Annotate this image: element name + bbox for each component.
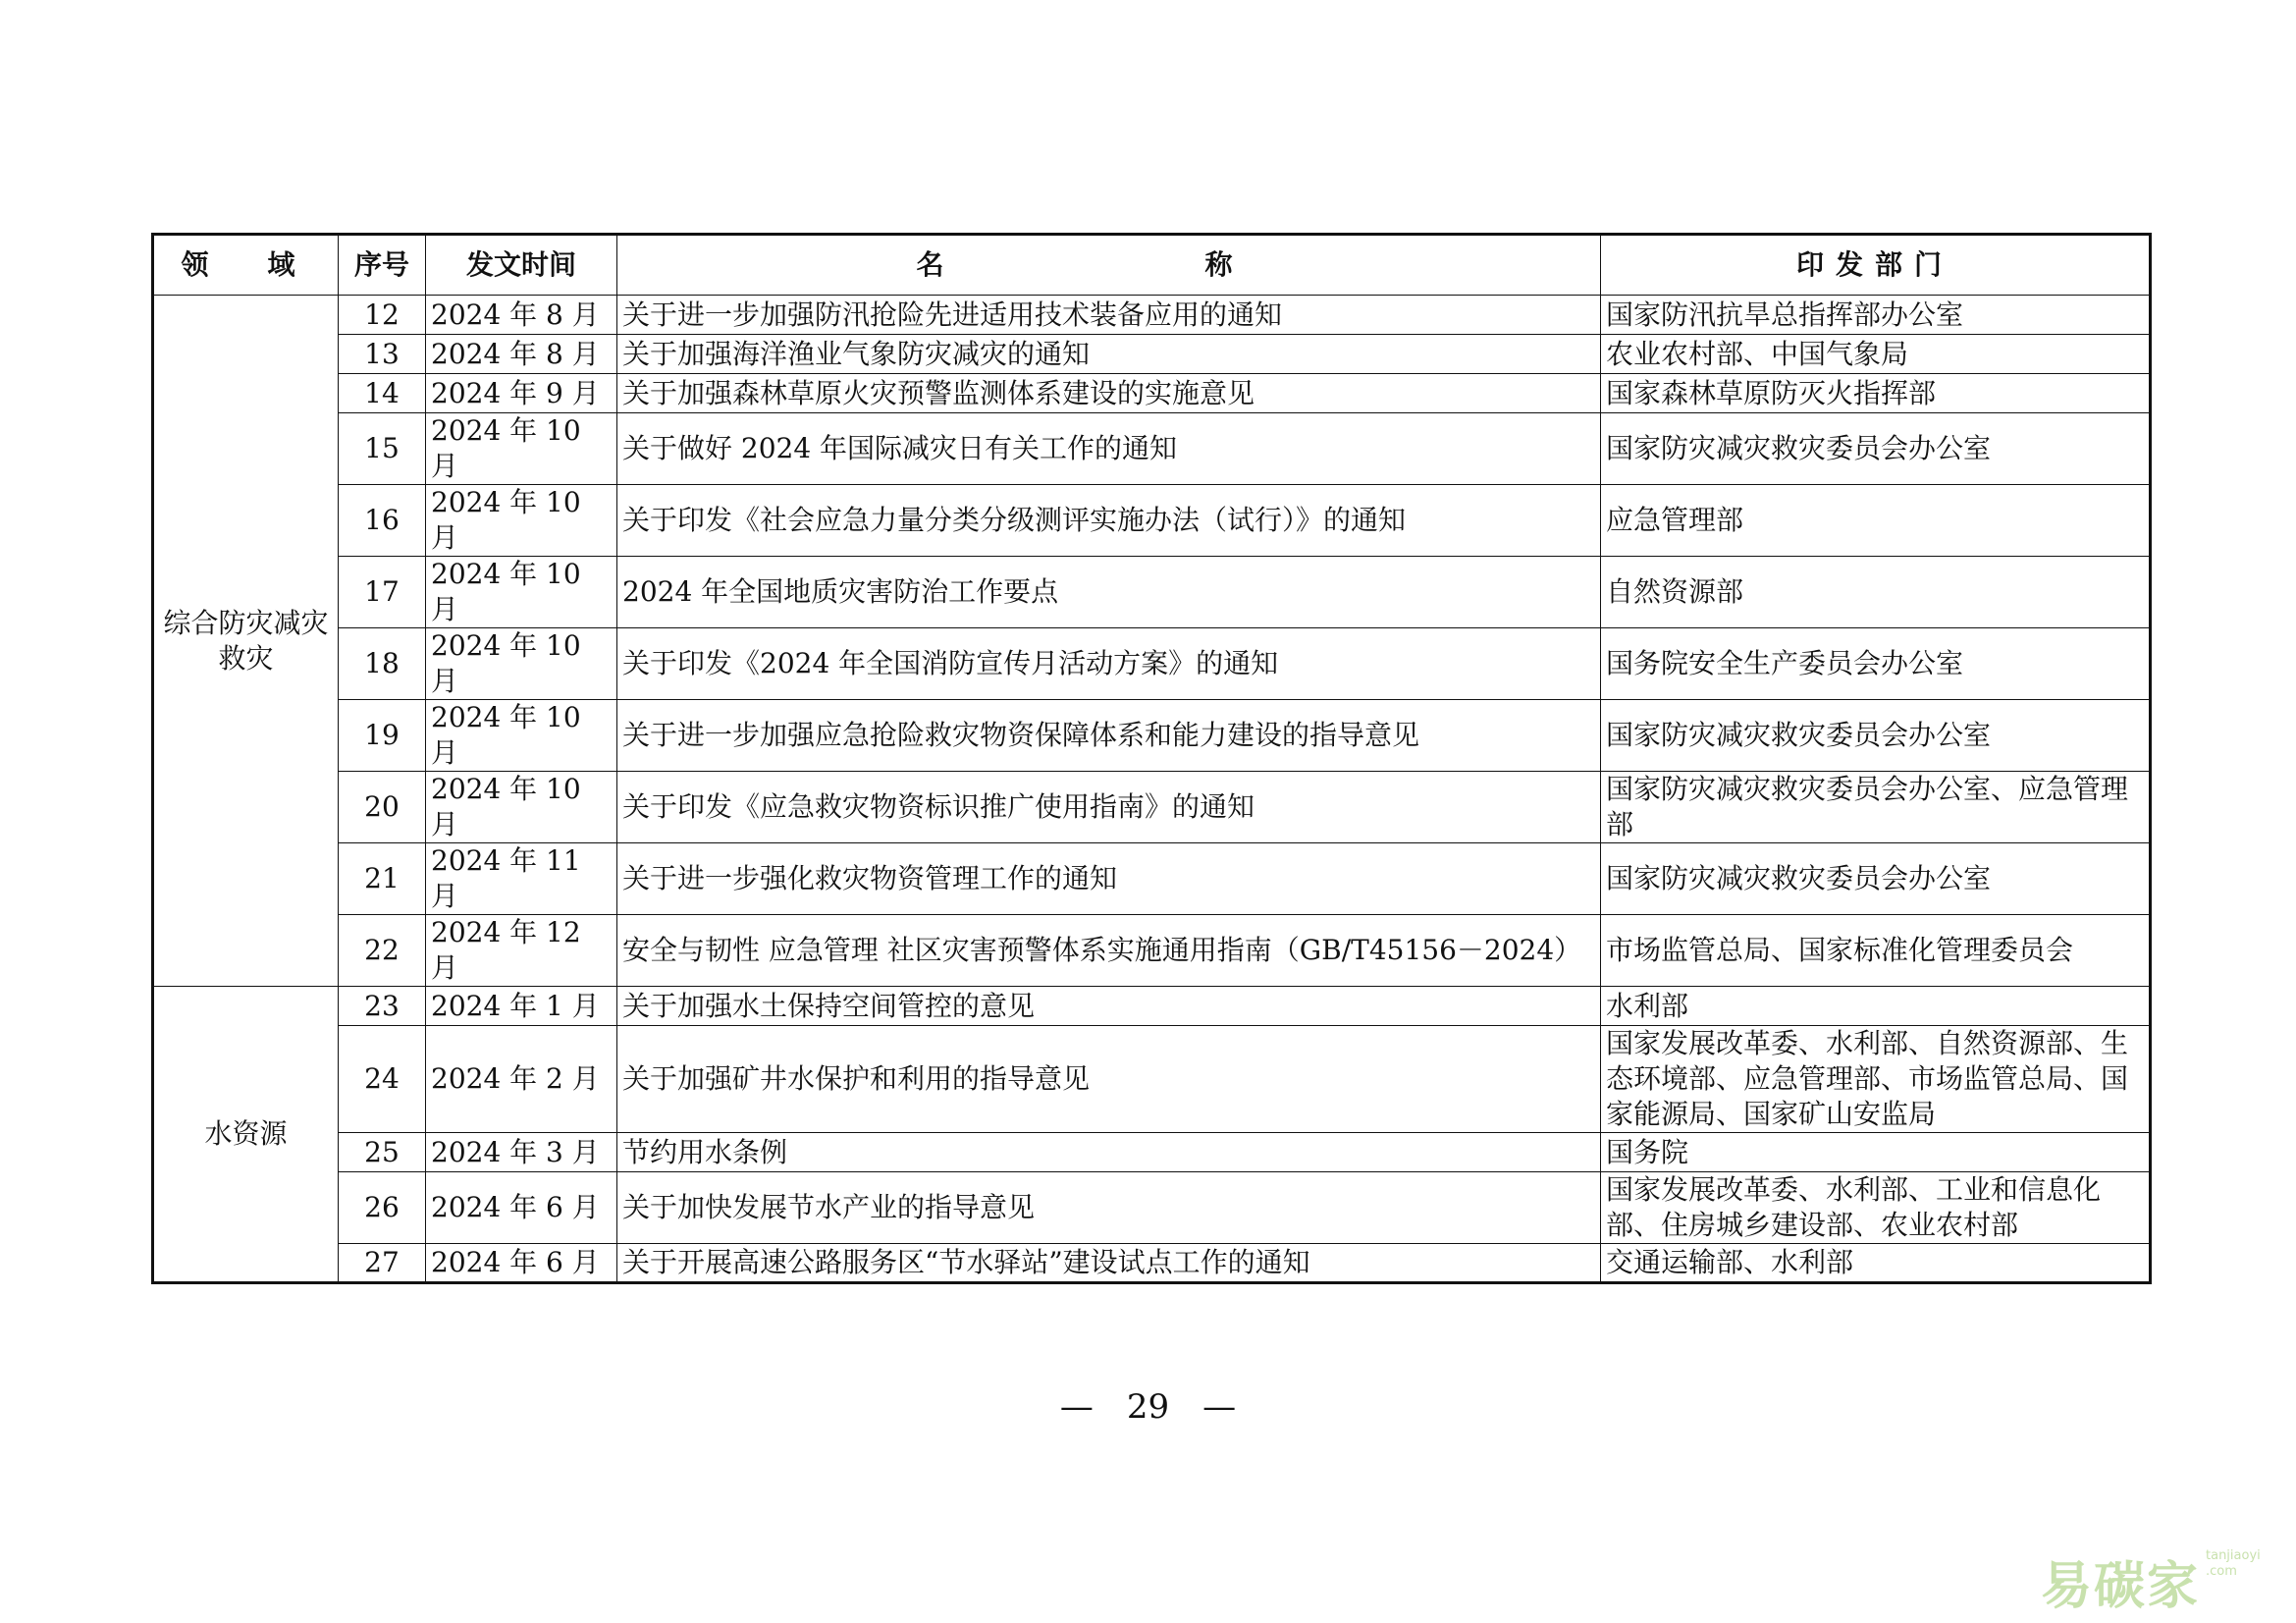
header-seq: 序号 bbox=[339, 235, 426, 296]
title-cell: 关于印发《社会应急力量分类分级测评实施办法（试行）》的通知 bbox=[617, 485, 1601, 557]
table-row bbox=[153, 374, 2151, 413]
seq-cell: 19 bbox=[339, 700, 426, 772]
dept-cell: 农业农村部、中国气象局 bbox=[1601, 335, 2151, 374]
title-cell: 关于进一步加强应急抢险救灾物资保障体系和能力建设的指导意见 bbox=[617, 700, 1601, 772]
date-cell: 2024 年 10 月 bbox=[426, 772, 617, 843]
title-cell: 关于加强水土保持空间管控的意见 bbox=[617, 987, 1601, 1026]
date-cell: 2024 年 10 月 bbox=[426, 700, 617, 772]
table-row bbox=[153, 1244, 2151, 1283]
table-row bbox=[153, 1133, 2151, 1172]
seq-cell: 18 bbox=[339, 628, 426, 700]
header-title: 名 称 bbox=[617, 235, 1601, 296]
date-cell: 2024 年 11 月 bbox=[426, 843, 617, 915]
table-body bbox=[153, 296, 2151, 1283]
table-row bbox=[153, 987, 2151, 1026]
date-cell: 2024 年 3 月 bbox=[426, 1133, 617, 1172]
table-row bbox=[153, 413, 2151, 485]
title-cell: 关于加快发展节水产业的指导意见 bbox=[617, 1172, 1601, 1244]
watermark-url: tanjiaoyi .com bbox=[2206, 1548, 2261, 1579]
dept-cell: 水利部 bbox=[1601, 987, 2151, 1026]
seq-cell: 21 bbox=[339, 843, 426, 915]
table-row bbox=[153, 700, 2151, 772]
date-cell: 2024 年 1 月 bbox=[426, 987, 617, 1026]
table-row bbox=[153, 772, 2151, 843]
dept-cell: 自然资源部 bbox=[1601, 557, 2151, 628]
table-row bbox=[153, 335, 2151, 374]
header-domain: 领 域 bbox=[153, 235, 339, 296]
date-cell: 2024 年 10 月 bbox=[426, 485, 617, 557]
dept-cell: 应急管理部 bbox=[1601, 485, 2151, 557]
policy-table bbox=[151, 233, 2152, 1284]
header-dept: 印发部门 bbox=[1601, 235, 2151, 296]
seq-cell: 24 bbox=[339, 1026, 426, 1133]
title-cell: 关于做好 2024 年国际减灾日有关工作的通知 bbox=[617, 413, 1601, 485]
table-row bbox=[153, 1026, 2151, 1133]
date-cell: 2024 年 10 月 bbox=[426, 413, 617, 485]
seq-cell: 20 bbox=[339, 772, 426, 843]
title-cell: 关于印发《应急救灾物资标识推广使用指南》的通知 bbox=[617, 772, 1601, 843]
date-cell: 2024 年 8 月 bbox=[426, 335, 617, 374]
date-cell: 2024 年 9 月 bbox=[426, 374, 617, 413]
seq-cell: 16 bbox=[339, 485, 426, 557]
domain-cell: 综合防灾减灾救灾 bbox=[153, 296, 339, 987]
date-cell: 2024 年 2 月 bbox=[426, 1026, 617, 1133]
title-cell: 关于印发《2024 年全国消防宣传月活动方案》的通知 bbox=[617, 628, 1601, 700]
dept-cell: 交通运输部、水利部 bbox=[1601, 1244, 2151, 1283]
dept-cell: 市场监管总局、国家标准化管理委员会 bbox=[1601, 915, 2151, 987]
dept-cell: 国家防灾减灾救灾委员会办公室、应急管理部 bbox=[1601, 772, 2151, 843]
table-header-row bbox=[153, 235, 2151, 296]
page-number: — 29 — bbox=[1059, 1387, 1237, 1427]
dept-cell: 国家防灾减灾救灾委员会办公室 bbox=[1601, 700, 2151, 772]
title-cell: 安全与韧性 应急管理 社区灾害预警体系实施通用指南（GB/T45156－2024） bbox=[617, 915, 1601, 987]
seq-cell: 13 bbox=[339, 335, 426, 374]
domain-cell: 水资源 bbox=[153, 987, 339, 1283]
dept-cell: 国家森林草原防灭火指挥部 bbox=[1601, 374, 2151, 413]
seq-cell: 25 bbox=[339, 1133, 426, 1172]
date-cell: 2024 年 10 月 bbox=[426, 628, 617, 700]
title-cell: 关于进一步强化救灾物资管理工作的通知 bbox=[617, 843, 1601, 915]
date-cell: 2024 年 10 月 bbox=[426, 557, 617, 628]
table-row bbox=[153, 843, 2151, 915]
seq-cell: 26 bbox=[339, 1172, 426, 1244]
table-row bbox=[153, 1172, 2151, 1244]
table-row bbox=[153, 296, 2151, 335]
seq-cell: 12 bbox=[339, 296, 426, 335]
seq-cell: 27 bbox=[339, 1244, 426, 1283]
title-cell: 关于加强森林草原火灾预警监测体系建设的实施意见 bbox=[617, 374, 1601, 413]
seq-cell: 22 bbox=[339, 915, 426, 987]
table-row bbox=[153, 915, 2151, 987]
title-cell: 关于加强海洋渔业气象防灾减灾的通知 bbox=[617, 335, 1601, 374]
date-cell: 2024 年 12 月 bbox=[426, 915, 617, 987]
dept-cell: 国家发展改革委、水利部、自然资源部、生态环境部、应急管理部、市场监管总局、国家能源局、国家矿山安监局 bbox=[1601, 1026, 2151, 1133]
watermark-logo bbox=[2041, 1539, 2286, 1617]
dept-cell: 国家发展改革委、水利部、工业和信息化部、住房城乡建设部、农业农村部 bbox=[1601, 1172, 2151, 1244]
table-row bbox=[153, 557, 2151, 628]
title-cell: 节约用水条例 bbox=[617, 1133, 1601, 1172]
title-cell: 关于进一步加强防汛抢险先进适用技术装备应用的通知 bbox=[617, 296, 1601, 335]
dept-cell: 国家防汛抗旱总指挥部办公室 bbox=[1601, 296, 2151, 335]
dept-cell: 国务院安全生产委员会办公室 bbox=[1601, 628, 2151, 700]
header-date: 发文时间 bbox=[426, 235, 617, 296]
title-cell: 2024 年全国地质灾害防治工作要点 bbox=[617, 557, 1601, 628]
date-cell: 2024 年 6 月 bbox=[426, 1172, 617, 1244]
seq-cell: 15 bbox=[339, 413, 426, 485]
table-row bbox=[153, 485, 2151, 557]
dept-cell: 国务院 bbox=[1601, 1133, 2151, 1172]
table-row bbox=[153, 628, 2151, 700]
title-cell: 关于加强矿井水保护和利用的指导意见 bbox=[617, 1026, 1601, 1133]
watermark-text: 易碳家 bbox=[2041, 1557, 2201, 1616]
date-cell: 2024 年 8 月 bbox=[426, 296, 617, 335]
title-cell: 关于开展高速公路服务区“节水驿站”建设试点工作的通知 bbox=[617, 1244, 1601, 1283]
seq-cell: 17 bbox=[339, 557, 426, 628]
dept-cell: 国家防灾减灾救灾委员会办公室 bbox=[1601, 413, 2151, 485]
seq-cell: 14 bbox=[339, 374, 426, 413]
date-cell: 2024 年 6 月 bbox=[426, 1244, 617, 1283]
seq-cell: 23 bbox=[339, 987, 426, 1026]
dept-cell: 国家防灾减灾救灾委员会办公室 bbox=[1601, 843, 2151, 915]
